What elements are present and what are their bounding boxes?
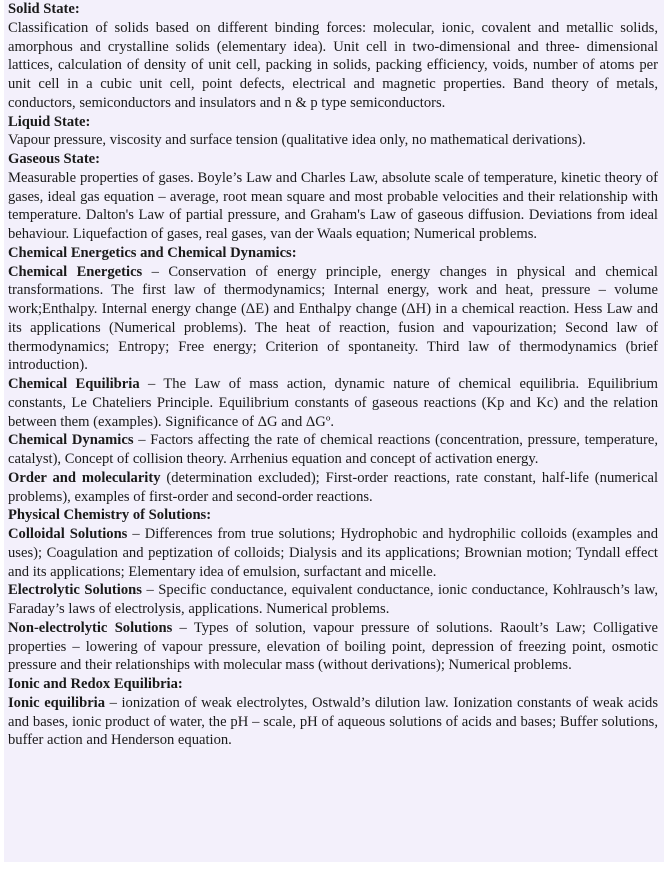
paragraph-solid-state: Classification of solids based on different binding forces: molecular, ionic, covalent and metallic solids, amorphous and crystalline solids (elementary idea). Unit cell in two-dimensional and three- dimensional lattices, calculation of density of unit cell, packing in solids, packing efficiency, voids, number of atoms per unit cell in a cubic unit cell, point defects, electrical and magnetic properties. Band theory of metals, conductors, semiconductors and insulators and n & p type semiconductors. xyxy=(8,19,658,111)
lead-term: Chemical Dynamics xyxy=(8,432,134,449)
heading-gaseous-state: Gaseous State: xyxy=(8,151,101,167)
paragraph-chemical-energetics: Chemical Energetics – Conservation of energy principle, energy changes in physical and chemical transformations. The first law of thermodynamics; Internal energy, work and heat, pressure – volume work;Enthalpy. Internal energy change (ΔE) and Enthalpy change (ΔH) in a chemical reaction. Hess Law and its applications (Numerical problems). The heat of reaction, fusion and vapourization; Second law of thermodynamics; Entropy; Free energy; Criterion of spontaneity. Third law of thermodynamics (brief introduction). xyxy=(8,263,658,374)
heading-physical-chemistry-solutions: Physical Chemistry of Solutions: xyxy=(8,507,212,524)
lead-term: Chemical Energetics xyxy=(8,263,143,280)
lead-term: Non-electrolytic Solutions xyxy=(8,619,173,636)
lead-term: Chemical Equilibria xyxy=(8,376,140,392)
heading-ionic-redox-equilibria: Ionic and Redox Equilibria: xyxy=(8,676,183,692)
paragraph-liquid-state: Vapour pressure, viscosity and surface tension (qualitative idea only, no mathematical derivations). xyxy=(8,132,586,149)
heading-solid-state: Solid State: xyxy=(8,1,80,17)
lead-term: Colloidal Solutions xyxy=(8,526,128,542)
lead-term: Electrolytic Solutions xyxy=(8,582,142,599)
paragraph-non-electrolytic-solutions: Non-electrolytic Solutions – Types of solution, vapour pressure of solutions. Raoult’s Law; Colligative properties – lowering of vapour pressure, elevation of boiling point, depression of freezing point, osmotic pressure and their relationships with molecular mass (without derivations); Numerical problems. xyxy=(8,619,658,674)
lead-term: Order and molecularity xyxy=(8,469,161,486)
paragraph-chemical-dynamics: Chemical Dynamics – Factors affecting the rate of chemical reactions (concentration, pressure, temperature, catalyst), Concept of collision theory. Arrhenius equation and concept of activation energy. xyxy=(8,432,658,467)
paragraph-electrolytic-solutions: Electrolytic Solutions – Specific conductance, equivalent conductance, ionic conductance, Kohlrausch’s law, Faraday’s laws of electrolysis, applications. Numerical problems. xyxy=(8,582,658,617)
heading-chemical-energetics-dynamics: Chemical Energetics and Chemical Dynamics: xyxy=(8,244,297,261)
paragraph-colloidal-solutions: Colloidal Solutions – Differences from true solutions; Hydrophobic and hydrophilic colloids (examples and uses); Coagulation and peptization of colloids; Dialysis and its applications; Brownian motion; Tyndall effect and its applications; Elementary idea of emulsion, surfactant and micelle. xyxy=(8,526,658,580)
paragraph-order-molecularity: Order and molecularity (determination excluded); First-order reactions, rate constant, half-life (numerical problems), examples of first-order and second-order reactions. xyxy=(8,469,658,505)
paragraph-chemical-equilibria: Chemical Equilibria – The Law of mass action, dynamic nature of chemical equilibria. Equilibrium constants, Le Chateliers Principle. Equilibrium constants of gaseous reactions (Kp and Kc) and the relation between them (examples). Significance of ΔG and ΔGº. xyxy=(8,376,658,430)
paragraph-ionic-equilibria: Ionic equilibria – ionization of weak electrolytes, Ostwald’s dilution law. Ionization constants of weak acids and bases, ionic product of water, the pH – scale, pH of aqueous solutions of acids and bases; Buffer solutions, buffer action and Henderson equation. xyxy=(8,694,658,749)
syllabus-document xyxy=(4,0,664,862)
lead-term: Ionic equilibria xyxy=(8,694,106,711)
paragraph-gaseous-state: Measurable properties of gases. Boyle’s Law and Charles Law, absolute scale of temperature, kinetic theory of gases, ideal gas equation – average, root mean square and most probable velocities and their relationship with temperature. Dalton's Law of partial pressure, and Graham's Law of gaseous diffusion. Deviations from ideal behaviour. Liquefaction of gases, real gases, van der Waals equation; Numerical problems. xyxy=(8,169,658,242)
heading-liquid-state: Liquid State: xyxy=(8,113,91,130)
